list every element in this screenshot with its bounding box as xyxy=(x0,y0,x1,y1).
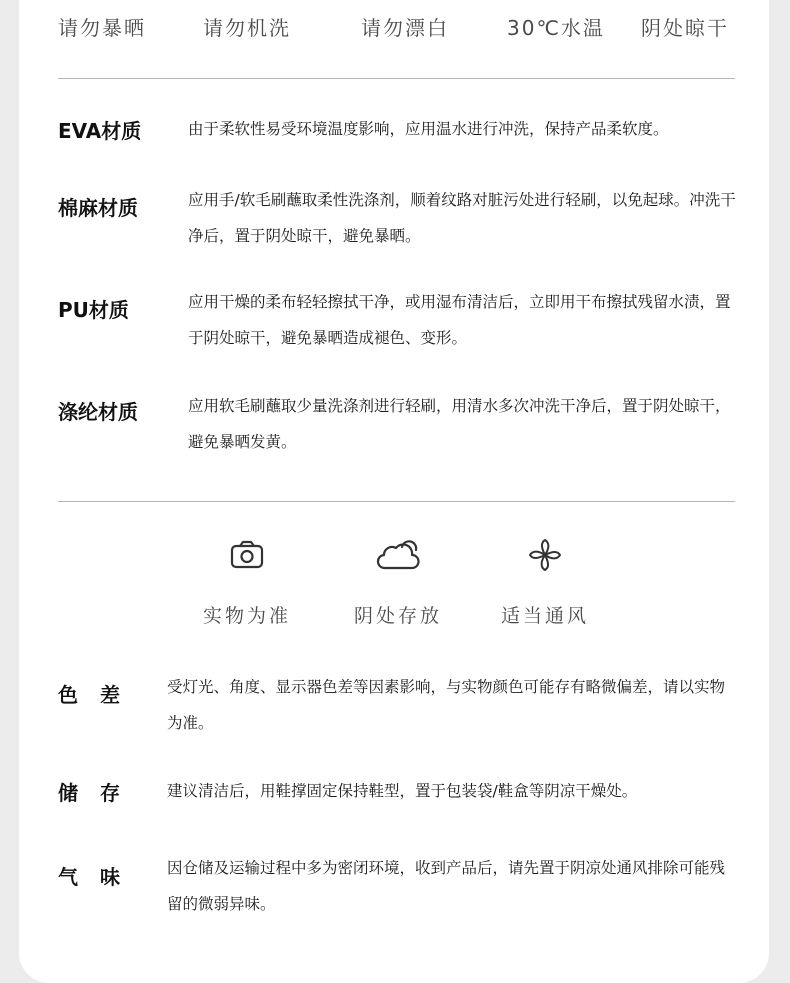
care-card xyxy=(19,0,769,983)
info-desc-storage: 建议清洁后，用鞋撑固定保持鞋型，置于包装袋/鞋盒等阴凉干燥处。 xyxy=(167,782,638,800)
info-title-color-difference xyxy=(58,679,120,708)
material-desc-polyester: 应用软毛刷蘸取少量洗涤剂进行轻刷，用清水多次冲洗干净后，置于阴处晾干，避免暴晒发黄。 xyxy=(188,397,731,451)
material-title-cotton-linen: 棉麻材质 xyxy=(58,196,138,220)
info-title-char: 气 xyxy=(58,865,78,889)
cloud-icon xyxy=(375,535,421,575)
info-desc-odor: 因仓储及运输过程中多为密闭环境，收到产品后，请先置于阴凉处通风排除可能残留的微弱异味。 xyxy=(167,859,726,913)
material-title-pu: PU材质 xyxy=(58,298,129,322)
feature-label-shade-storage: 阴处存放 xyxy=(353,605,442,627)
feature-label-ventilation: 适当通风 xyxy=(500,605,589,627)
care-label-no-bleach: 请勿漂白 xyxy=(361,16,449,40)
info-title-char: 存 xyxy=(100,781,120,805)
feature-real-product xyxy=(182,535,312,628)
material-desc-eva: 由于柔软性易受环境温度影响，应用温水进行冲洗，保持产品柔软度。 xyxy=(188,120,669,138)
info-title-char: 储 xyxy=(58,781,78,805)
material-desc-pu: 应用干燥的柔布轻轻擦拭干净，或用湿布清洁后，立即用干布擦拭残留水渍，置于阴处晾干，避免暴晒造成褪色、变形。 xyxy=(188,293,731,347)
fan-icon xyxy=(525,535,565,575)
info-title-char: 味 xyxy=(100,865,120,889)
care-label-shade-dry: 阴处晾干 xyxy=(641,16,729,40)
feature-shade-storage xyxy=(333,535,463,628)
feature-label-real-product: 实物为准 xyxy=(202,605,291,627)
info-title-char: 色 xyxy=(58,683,78,707)
info-desc-color-difference: 受灯光、角度、显示器色差等因素影响，与实物颜色可能存有略微偏差，请以实物为准。 xyxy=(167,678,726,732)
material-title-polyester: 涤纶材质 xyxy=(58,400,138,424)
feature-ventilation xyxy=(480,535,610,628)
info-title-storage xyxy=(58,777,120,806)
divider-middle xyxy=(58,501,735,502)
care-label-no-sun: 请勿暴晒 xyxy=(58,16,146,40)
camera-icon xyxy=(227,535,267,575)
care-label-no-machine-wash: 请勿机洗 xyxy=(203,16,291,40)
material-desc-cotton-linen: 应用手/软毛刷蘸取柔性洗涤剂，顺着纹路对脏污处进行轻刷，以免起球。冲洗干净后，置于阴处晾干，避免暴晒。 xyxy=(188,191,736,245)
info-title-odor xyxy=(58,861,120,890)
care-label-water-temp: 30℃水温 xyxy=(507,16,605,40)
info-title-char: 差 xyxy=(100,683,120,707)
material-title-eva: EVA材质 xyxy=(58,119,142,143)
divider-top xyxy=(58,78,735,79)
